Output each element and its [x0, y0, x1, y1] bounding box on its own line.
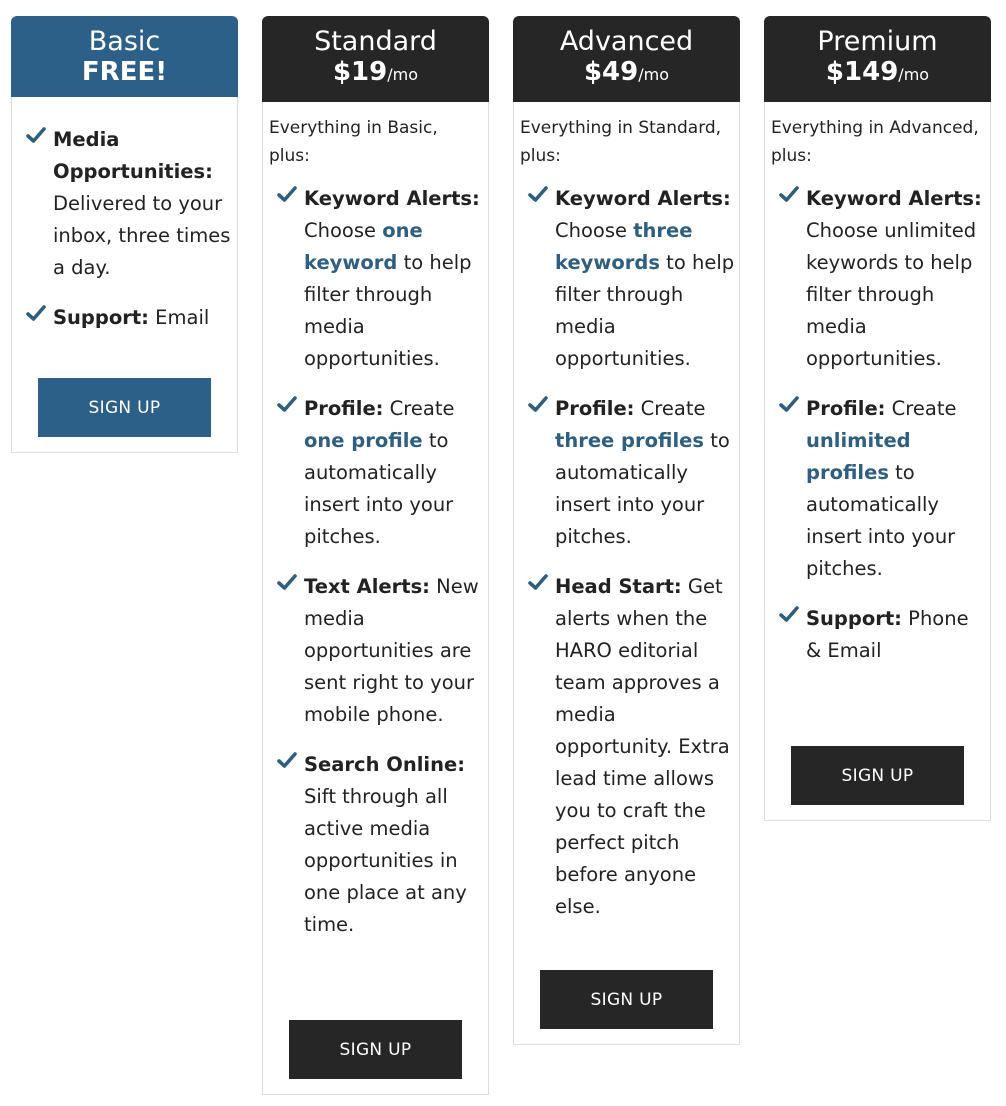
feature-highlight: three keywords — [555, 219, 693, 274]
feature-name: Search Online: — [304, 753, 466, 776]
feature-name: Keyword Alerts: — [304, 187, 480, 210]
feature-text-alerts — [263, 571, 488, 731]
check-icon — [528, 573, 548, 593]
feature-highlight: three profiles — [555, 429, 705, 452]
feature-text: Get alerts when the HARO editorial team approves a media opportunity. Extra lead time allows you to craft the perfect pitch before anyone else. — [555, 575, 730, 918]
check-icon — [26, 304, 46, 324]
check-icon — [277, 751, 297, 771]
check-icon — [779, 395, 799, 415]
feature-text: Create — [885, 397, 957, 420]
feature-text: to automatically insert into your pitches. — [304, 429, 454, 548]
plan-intro: Everything in Advanced, plus: — [771, 118, 979, 166]
price-amount: $49 — [583, 57, 639, 87]
plan-header-premium — [764, 16, 991, 102]
plan-card-premium — [764, 16, 991, 821]
feature-name: Profile: — [304, 397, 384, 420]
feature-media-opportunities — [12, 124, 237, 284]
feature-list — [514, 183, 739, 923]
feature-head-start — [514, 571, 739, 923]
sign-up-button-basic[interactable]: SIGN UP — [38, 378, 211, 437]
feature-name: Profile: — [555, 397, 635, 420]
plan-name: Standard — [314, 26, 437, 57]
feature-list — [12, 106, 237, 334]
feature-name: Profile: — [806, 397, 886, 420]
check-icon — [26, 126, 46, 146]
plan-header-basic — [11, 16, 238, 97]
feature-text: Delivered to your inbox, three times a day. — [53, 192, 231, 279]
check-icon — [528, 185, 548, 205]
plan-header-standard — [262, 16, 489, 102]
check-icon — [528, 395, 548, 415]
price-period: /mo — [638, 65, 670, 84]
price-period: /mo — [387, 65, 419, 84]
feature-text: Choose — [555, 219, 634, 242]
feature-text: Sift through all active media opportunities in one place at any time. — [304, 785, 467, 936]
check-icon — [277, 185, 297, 205]
feature-text: Phone & Email — [806, 607, 969, 662]
plan-card-standard — [262, 16, 489, 1095]
price-amount: $19 — [332, 57, 388, 87]
feature-list — [263, 183, 488, 941]
feature-text: Create — [383, 397, 455, 420]
plan-name: Premium — [817, 26, 938, 57]
plan-card-advanced — [513, 16, 740, 1045]
feature-name: Media Opportunities: — [53, 128, 213, 183]
feature-profile — [514, 393, 739, 553]
feature-text: Create — [634, 397, 706, 420]
feature-text: to automatically insert into your pitches. — [555, 429, 730, 548]
feature-profile — [263, 393, 488, 553]
feature-text: New media opportunities are sent right to your mobile phone. — [304, 575, 479, 726]
plan-price — [262, 57, 489, 90]
plan-name: Advanced — [559, 26, 694, 57]
feature-text: Choose — [304, 219, 383, 242]
check-icon — [277, 395, 297, 415]
check-icon — [277, 573, 297, 593]
sign-up-button-standard[interactable]: SIGN UP — [289, 1020, 462, 1079]
feature-name: Text Alerts: — [304, 575, 430, 598]
plan-intro: Everything in Standard, plus: — [520, 118, 722, 166]
feature-search-online — [263, 749, 488, 941]
feature-list — [765, 183, 990, 667]
feature-text: to automatically insert into your pitches. — [806, 461, 956, 580]
plan-name: Basic — [88, 26, 161, 57]
feature-highlight: unlimited profiles — [806, 429, 911, 484]
price-amount: $149 — [825, 57, 899, 87]
feature-highlight: one keyword — [304, 219, 423, 274]
feature-profile — [765, 393, 990, 585]
feature-keyword-alerts — [514, 183, 739, 375]
feature-name: Head Start: — [555, 575, 682, 598]
feature-text: Choose unlimited keywords to help filter through media opportunities. — [806, 219, 977, 370]
feature-text: to help filter through media opportunities. — [304, 251, 472, 370]
plan-intro: Everything in Basic, plus: — [269, 118, 438, 166]
feature-name: Support: — [806, 607, 902, 630]
feature-support — [765, 603, 990, 667]
sign-up-button-advanced[interactable]: SIGN UP — [540, 970, 713, 1029]
feature-keyword-alerts — [765, 183, 990, 375]
plan-price — [513, 57, 740, 90]
check-icon — [779, 605, 799, 625]
feature-text: Email — [148, 306, 210, 329]
feature-name: Keyword Alerts: — [555, 187, 731, 210]
price-period: /mo — [898, 65, 930, 84]
feature-name: Support: — [53, 306, 149, 329]
sign-up-button-premium[interactable]: SIGN UP — [791, 746, 964, 805]
plan-header-advanced — [513, 16, 740, 102]
plan-price: FREE! — [81, 57, 168, 87]
feature-text: to help filter through media opportunities. — [555, 251, 735, 370]
feature-highlight: one profile — [304, 429, 423, 452]
feature-support — [12, 302, 237, 334]
feature-keyword-alerts — [263, 183, 488, 375]
plan-card-basic — [11, 16, 238, 453]
feature-name: Keyword Alerts: — [806, 187, 982, 210]
plan-price — [764, 57, 991, 90]
check-icon — [779, 185, 799, 205]
